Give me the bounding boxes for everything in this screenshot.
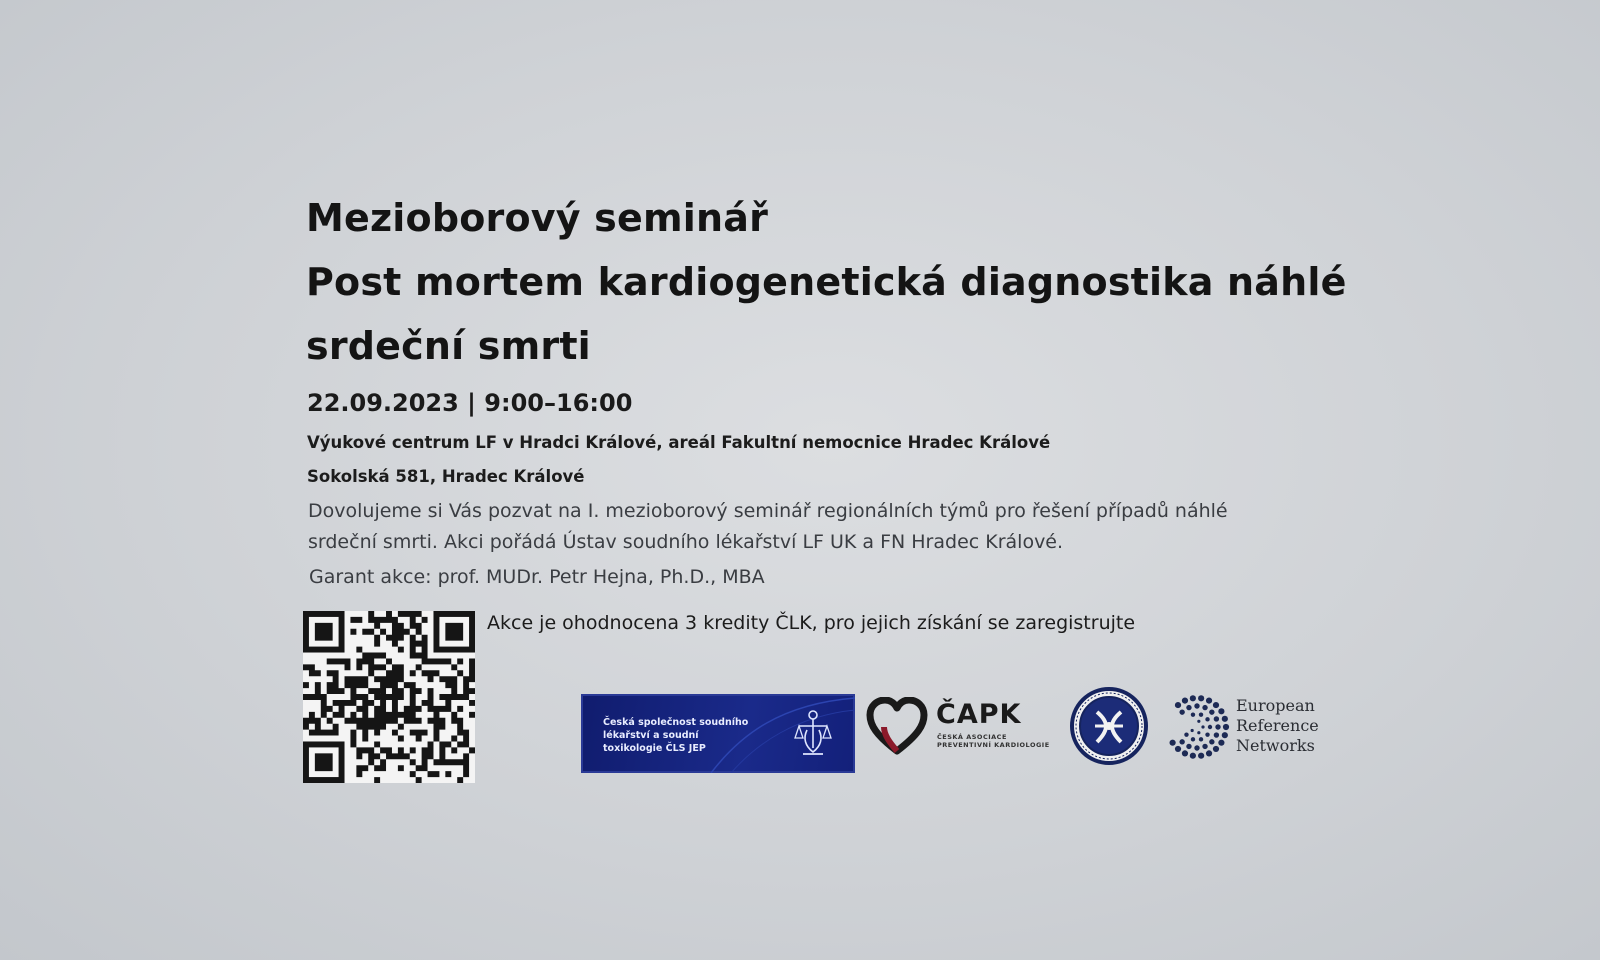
logo-ern — [1164, 694, 1344, 760]
seminar-title — [306, 186, 1346, 378]
capk-sub-line-1: ČESKÁ ASOCIACE — [937, 733, 1007, 741]
venue-line-2: Sokolská 581, Hradec Králové — [307, 467, 585, 486]
dots-icon — [1164, 694, 1230, 760]
title-line-2: Post mortem kardiogenetická diagnostika náhlé — [306, 260, 1347, 304]
ern-line-1: European — [1236, 696, 1315, 715]
ern-line-3: Networks — [1236, 736, 1315, 755]
justice-icon — [793, 708, 833, 758]
logo-cssl-text — [603, 716, 753, 755]
seal-icon — [1069, 686, 1149, 766]
title-line-3: srdeční smrti — [306, 324, 591, 368]
heart-icon — [866, 697, 928, 755]
title-line-1: Mezioborový seminář — [306, 196, 769, 240]
invite-line-1: Dovolujeme si Vás pozvat na I. mezioborový seminář regionálních týmů pro řešení případů náhlé — [308, 500, 1228, 522]
capk-subtitle — [937, 733, 1050, 749]
credits-note: Akce je ohodnocena 3 kredity ČLK, pro jejich získání se zaregistrujte — [487, 612, 1136, 634]
qr-code-icon[interactable] — [303, 611, 475, 783]
ern-text — [1236, 696, 1319, 756]
cssl-line-1: Česká společnost soudního — [603, 717, 749, 728]
logo-capk — [866, 697, 1066, 759]
cssl-line-3: toxikologie ČLS JEP — [603, 743, 706, 754]
invitation-text — [308, 496, 1318, 558]
event-guarantor: Garant akce: prof. MUDr. Petr Hejna, Ph.D., MBA — [309, 566, 765, 588]
qr-code-graphic — [303, 611, 475, 783]
venue-line-1: Výukové centrum LF v Hradci Králové, areál Fakultní nemocnice Hradec Králové — [307, 433, 1051, 452]
ern-line-2: Reference — [1236, 716, 1319, 735]
event-datetime: 22.09.2023 | 9:00–16:00 — [307, 389, 633, 417]
invite-line-2: srdeční smrti. Akci pořádá Ústav soudního lékařství LF UK a FN Hradec Králové. — [308, 531, 1064, 553]
capk-name: ČAPK — [936, 699, 1022, 730]
logo-cssl — [581, 694, 855, 773]
capk-sub-line-2: PREVENTIVNÍ KARDIOLOGIE — [937, 741, 1050, 749]
cssl-line-2: lékařství a soudní — [603, 730, 699, 741]
